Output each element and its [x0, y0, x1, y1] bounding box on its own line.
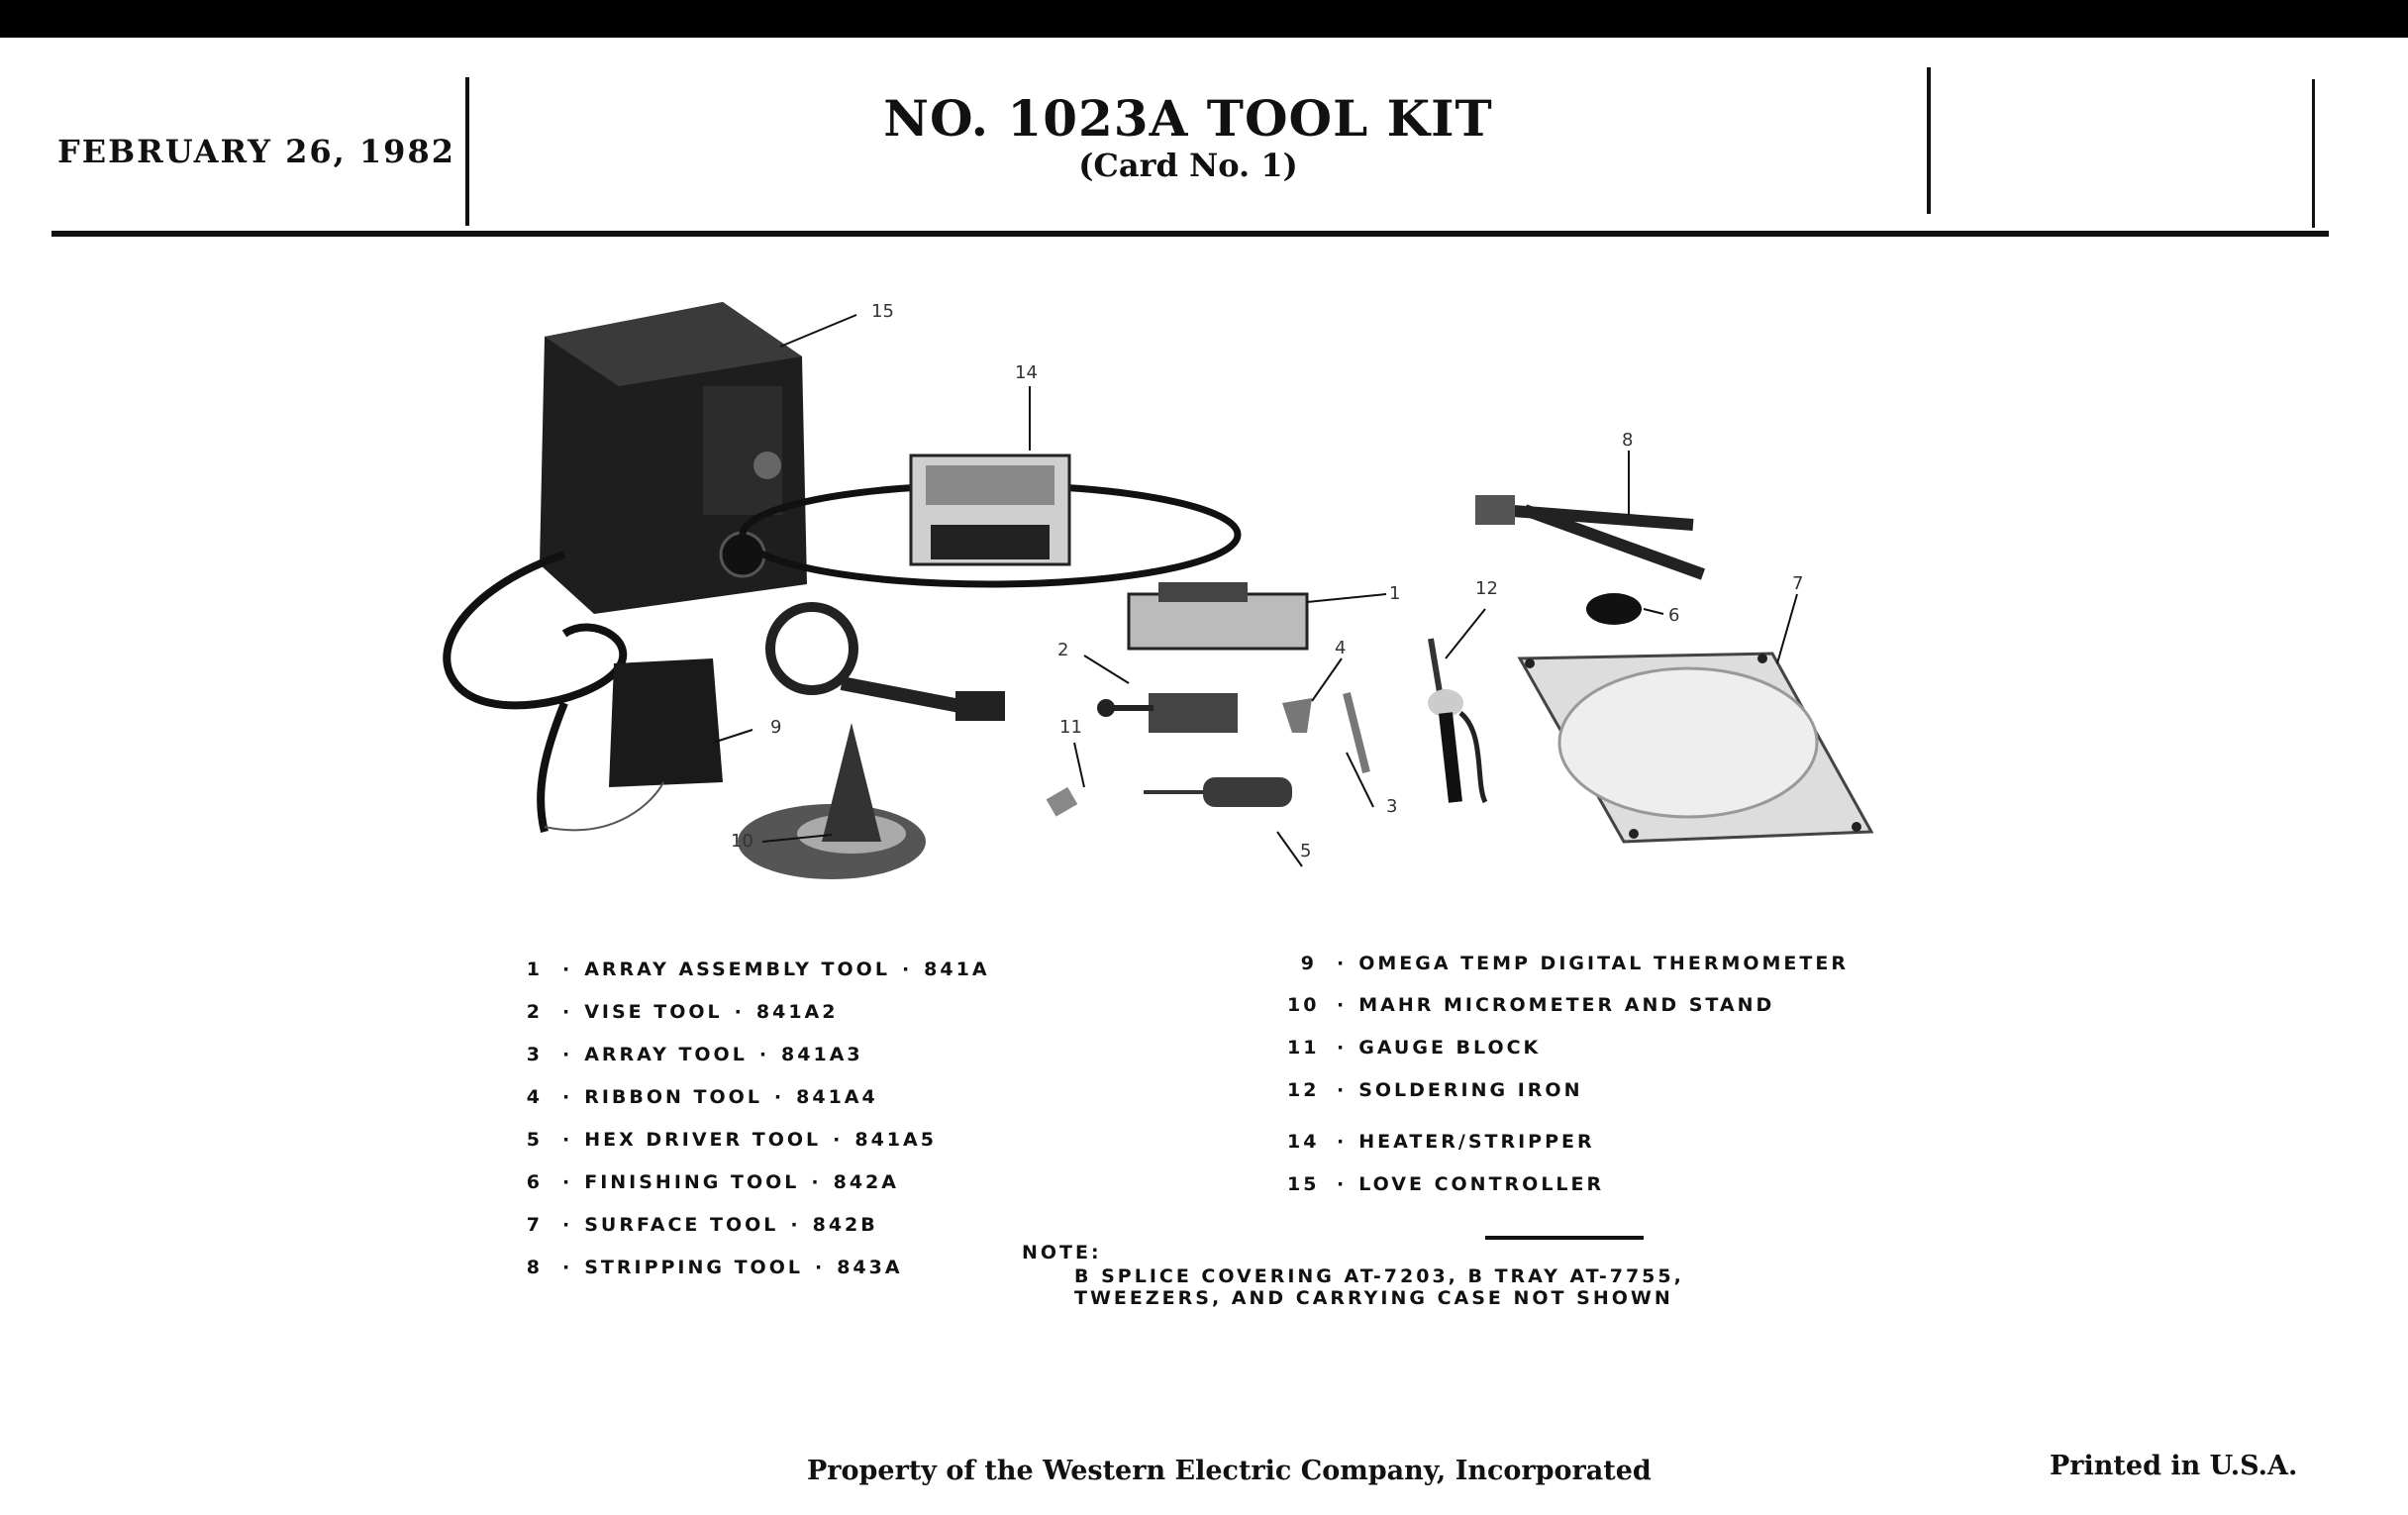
margin-mark: [2312, 79, 2315, 228]
micrometer-image: [738, 607, 1005, 879]
soldering-iron-image: [1428, 639, 1485, 802]
printed-in: Printed in U.S.A.: [2050, 1451, 2298, 1481]
note-rule: [1485, 1236, 1644, 1240]
ribbon-tool-image: [1282, 698, 1312, 733]
love-controller-image: [447, 302, 807, 705]
card-date: FEBRUARY 26, 1982: [57, 133, 455, 170]
callout-3: 3: [1386, 796, 1398, 817]
legend-item-4: 4 · RIBBON TOOL · 841A4: [526, 1086, 878, 1108]
finishing-tool-image: [1586, 593, 1642, 625]
vise-tool-image: [1097, 693, 1238, 733]
callout-8: 8: [1622, 430, 1634, 451]
legend-item-11: 11 · GAUGE BLOCK: [1287, 1037, 1542, 1059]
callout-4: 4: [1335, 638, 1347, 658]
property-statement: Property of the Western Electric Company, Incorporated: [807, 1456, 1652, 1486]
thermometer-image: [541, 658, 723, 832]
legend-item-7: 7 · SURFACE TOOL · 842B: [526, 1214, 878, 1236]
surface-tool-image: [1520, 654, 1871, 842]
callout-7: 7: [1792, 573, 1804, 594]
callout-5: 5: [1300, 841, 1312, 861]
callout-14: 14: [1015, 362, 1038, 383]
legend-item-1: 1 · ARRAY ASSEMBLY TOOL · 841A: [526, 959, 990, 980]
legend-item-8: 8 · STRIPPING TOOL · 843A: [526, 1257, 903, 1278]
callout-12: 12: [1475, 578, 1498, 599]
callout-10: 10: [731, 831, 753, 852]
callout-1: 1: [1389, 583, 1401, 604]
legend-item-12: 12 · SOLDERING IRON: [1287, 1079, 1583, 1101]
tool-kit-photo: [416, 287, 1901, 881]
callout-11: 11: [1059, 717, 1082, 738]
header-rule: [51, 231, 2329, 237]
note-label: NOTE:: [1022, 1242, 1102, 1263]
header-divider-left: [465, 77, 469, 226]
heater-stripper-image: [743, 455, 1238, 584]
callout-2: 2: [1057, 640, 1069, 660]
gauge-block-image: [1047, 787, 1078, 817]
array-assembly-tool-image: [1129, 582, 1307, 649]
hex-driver-image: [1144, 777, 1292, 807]
callout-15: 15: [871, 301, 894, 322]
legend-item-10: 10 · MAHR MICROMETER AND STAND: [1287, 994, 1775, 1016]
note-line-2: TWEEZERS, AND CARRYING CASE NOT SHOWN: [1074, 1287, 1673, 1309]
legend-item-6: 6 · FINISHING TOOL · 842A: [526, 1171, 899, 1193]
page-title: NO. 1023A TOOL KIT: [883, 89, 1493, 148]
stripping-tool-image: [1475, 495, 1703, 574]
legend-item-5: 5 · HEX DRIVER TOOL · 841A5: [526, 1129, 937, 1151]
note-line-1: B SPLICE COVERING AT-7203, B TRAY AT-7755,: [1074, 1265, 1684, 1287]
callout-9: 9: [770, 717, 782, 738]
callout-6: 6: [1668, 605, 1680, 626]
card-number: (Card No. 1): [1078, 147, 1298, 184]
legend-item-15: 15 · LOVE CONTROLLER: [1287, 1173, 1605, 1195]
legend-item-14: 14 · HEATER/STRIPPER: [1287, 1131, 1595, 1153]
legend-item-3: 3 · ARRAY TOOL · 841A3: [526, 1044, 863, 1065]
legend-item-2: 2 · VISE TOOL · 841A2: [526, 1001, 839, 1023]
legend-item-9: 9 · OMEGA TEMP DIGITAL THERMOMETER: [1300, 953, 1849, 974]
header-divider-right: [1927, 67, 1931, 214]
